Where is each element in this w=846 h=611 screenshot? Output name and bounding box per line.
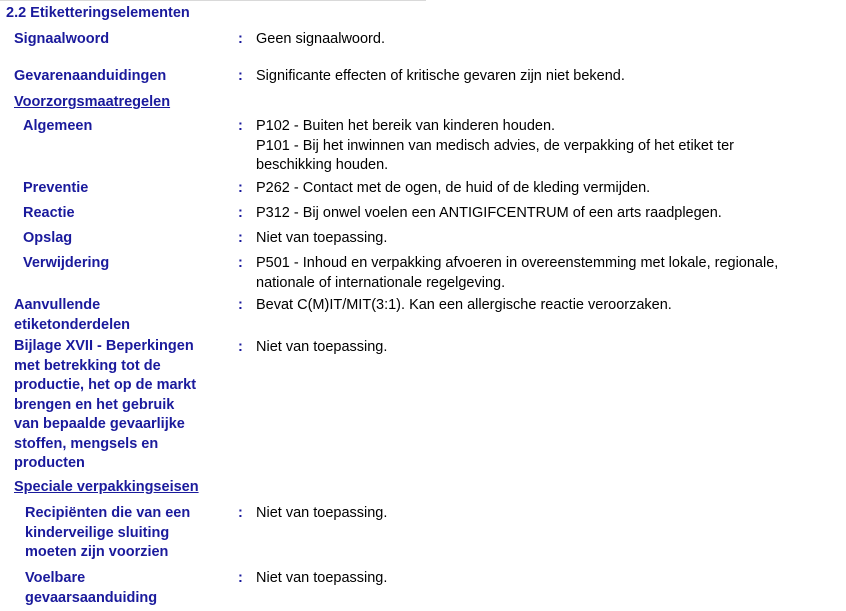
colon-reactie: : bbox=[238, 205, 243, 221]
value-opslag: Niet van toepassing. bbox=[256, 230, 388, 246]
section-header-bar bbox=[0, 0, 426, 23]
label-bijlage-xvii: Bijlage XVII - Beperkingen met betrekking tot de productie, het op de markt brengen en het gebruik van bepaalde gevaarlijke stoffen, mengsels en producten bbox=[14, 338, 197, 471]
colon-preventie: : bbox=[238, 180, 243, 196]
value-preventie: P262 - Contact met de ogen, de huid of de kleding vermijden. bbox=[256, 180, 651, 196]
label-recipienten: Recipiënten die van een kinderveilige sluiting moeten zijn voorzien bbox=[25, 505, 191, 560]
heading-speciale-verpakkingseisen: Speciale verpakkingseisen bbox=[14, 479, 199, 495]
heading-voorzorgsmaatregelen: Voorzorgsmaatregelen bbox=[14, 94, 171, 110]
value-reactie: P312 - Bij onwel voelen een ANTIGIFCENTRUM of een arts raadplegen. bbox=[256, 205, 722, 221]
colon-opslag: : bbox=[238, 230, 243, 246]
value-gevarenaanduidingen: Significante effecten of kritische gevaren zijn niet bekend. bbox=[256, 68, 625, 84]
colon-verwijdering: : bbox=[238, 255, 243, 271]
colon-aanvullende: : bbox=[238, 297, 243, 313]
value-voelbare: Niet van toepassing. bbox=[256, 570, 388, 586]
label-algemeen: Algemeen bbox=[23, 118, 93, 134]
label-reactie: Reactie bbox=[23, 205, 75, 221]
section-title: 2.2 Etiketteringselementen bbox=[6, 5, 190, 21]
label-aanvullende-etiketonderdelen: Aanvullende etiketonderdelen bbox=[14, 297, 131, 333]
label-verwijdering: Verwijdering bbox=[23, 255, 110, 271]
label-voelbare-gevaarsaanduiding: Voelbare gevaarsaanduiding bbox=[25, 570, 158, 606]
value-verwijdering: P501 - Inhoud en verpakking afvoeren in overeenstemming met lokale, regionale, nationale of internationale regelgeving. bbox=[256, 255, 779, 291]
value-bijlage: Niet van toepassing. bbox=[256, 339, 388, 355]
value-algemeen: P102 - Buiten het bereik van kinderen houden. P101 - Bij het inwinnen van medisch advies, de verpakking of het etiket ter beschikking houden. bbox=[256, 118, 734, 173]
colon-algemeen: : bbox=[238, 118, 243, 134]
colon-signaalwoord: : bbox=[238, 31, 243, 47]
label-preventie: Preventie bbox=[23, 180, 89, 196]
value-signaalwoord: Geen signaalwoord. bbox=[256, 31, 385, 47]
colon-gevarenaanduidingen: : bbox=[238, 68, 243, 84]
value-recipienten: Niet van toepassing. bbox=[256, 505, 388, 521]
colon-voelbare: : bbox=[238, 570, 243, 586]
label-opslag: Opslag bbox=[23, 230, 73, 246]
colon-bijlage: : bbox=[238, 339, 243, 355]
label-gevarenaanduidingen: Gevarenaanduidingen bbox=[14, 68, 167, 84]
value-aanvullende: Bevat C(M)IT/MIT(3:1). Kan een allergische reactie veroorzaken. bbox=[256, 297, 672, 313]
label-signaalwoord: Signaalwoord bbox=[14, 31, 110, 47]
colon-recipienten: : bbox=[238, 505, 243, 521]
